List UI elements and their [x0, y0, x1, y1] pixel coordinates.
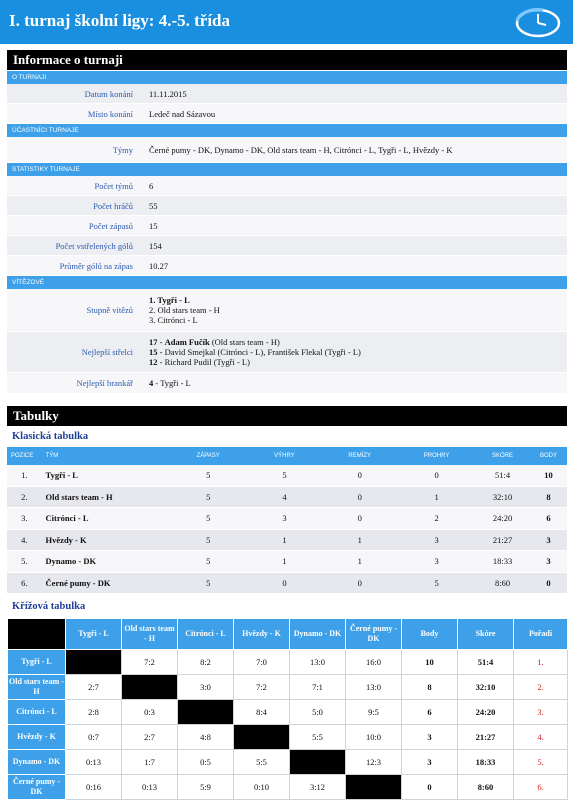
podium-item: 1. Tygři - L — [149, 295, 190, 305]
info-table — [7, 71, 567, 394]
table-row — [7, 465, 567, 486]
table-cell: 4 — [248, 486, 322, 508]
match-score-cell: 5:5 — [234, 750, 290, 775]
table-cell: 5 — [169, 486, 248, 508]
stat-value: 55 — [145, 196, 567, 216]
table-cell: 3 — [248, 508, 322, 530]
info-heading: Informace o turnaji — [7, 50, 567, 70]
team-cell: Hvězdy - K — [42, 529, 169, 551]
cross-row-header: Old stars team - H — [8, 675, 66, 700]
keeper-label: Nejlepší brankář — [7, 373, 145, 394]
table-cell: 1 — [321, 529, 398, 551]
team-cell: Old stars team - H — [42, 486, 169, 508]
col-header: PROHRY — [398, 447, 475, 465]
col-header: REMÍZY — [321, 447, 398, 465]
table-row — [7, 572, 567, 594]
self-match-cell — [66, 650, 122, 675]
match-score-cell: 5:0 — [290, 700, 346, 725]
order-cell: 1. — [514, 650, 568, 675]
cross-row-header: Citrónci - L — [8, 700, 66, 725]
table-cell: 1 — [321, 551, 398, 573]
table-cell: 0 — [248, 572, 322, 594]
stat-label: Počet týmů — [7, 176, 145, 196]
table-cell: 8:60 — [475, 572, 530, 594]
table-cell: 3 — [398, 529, 475, 551]
match-score-cell: 0:13 — [66, 750, 122, 775]
table-cell: 0 — [398, 465, 475, 486]
points-cell: 0 — [402, 775, 458, 800]
stat-value: 10.27 — [145, 256, 567, 276]
order-cell: 4. — [514, 725, 568, 750]
table-cell: 32:10 — [475, 486, 530, 508]
table-row — [7, 508, 567, 530]
teams-value: Černé pumy - DK, Dynamo - DK, Old stars team - H, Citrónci - L, Tygři - L, Hvězdy - K — [145, 137, 567, 163]
match-score-cell: 2:7 — [122, 725, 178, 750]
match-score-cell: 13:0 — [346, 675, 402, 700]
score-cell: 32:10 — [458, 675, 514, 700]
cross-col-header: Skóre — [458, 619, 514, 650]
self-match-cell — [346, 775, 402, 800]
table-cell: 18:33 — [475, 551, 530, 573]
table-cell: 10 — [530, 465, 567, 486]
table-cell: 4. — [7, 529, 42, 551]
podium-item: 2. Old stars team - H — [149, 305, 220, 315]
match-score-cell: 0:16 — [66, 775, 122, 800]
teams-label: Týmy — [7, 137, 145, 163]
col-header: VÝHRY — [248, 447, 322, 465]
table-cell: 24:20 — [475, 508, 530, 530]
col-header: TÝM — [42, 447, 169, 465]
date-value: 11.11.2015 — [145, 84, 567, 104]
match-score-cell: 7:0 — [234, 650, 290, 675]
cross-row-header: Černé pumy - DK — [8, 775, 66, 800]
category-row — [7, 71, 567, 84]
table-cell: 1 — [248, 551, 322, 573]
cross-col-header: Tygři - L — [66, 619, 122, 650]
info-row-scorers — [7, 332, 567, 373]
table-cell: 51:4 — [475, 465, 530, 486]
clock-icon — [513, 7, 563, 39]
table-row — [7, 529, 567, 551]
table-cell: 0 — [321, 572, 398, 594]
table-cell: 0 — [321, 486, 398, 508]
match-score-cell: 0:10 — [234, 775, 290, 800]
stat-label: Počet vstřelených gólů — [7, 236, 145, 256]
table-cell: 0 — [530, 572, 567, 594]
col-header: SKÓRE — [475, 447, 530, 465]
points-cell: 3 — [402, 750, 458, 775]
match-score-cell: 12:3 — [346, 750, 402, 775]
date-label: Datum konání — [7, 84, 145, 104]
stat-label: Průměr gólů na zápas — [7, 256, 145, 276]
match-score-cell: 8:2 — [178, 650, 234, 675]
cross-col-header: Body — [402, 619, 458, 650]
match-score-cell: 7:1 — [290, 675, 346, 700]
category-stats: STATISTIKY TURNAJE — [7, 163, 567, 177]
table-cell: 1. — [7, 465, 42, 486]
stat-value: 6 — [145, 176, 567, 196]
scorer-item: 12 - Richard Pudil (Tygři - L) — [149, 357, 250, 367]
page-header — [0, 0, 573, 44]
match-score-cell: 0:5 — [178, 750, 234, 775]
cross-col-header: Old stars team - H — [122, 619, 178, 650]
page-title: I. turnaj školní ligy: 4.-5. třída — [9, 11, 231, 30]
order-cell: 6. — [514, 775, 568, 800]
points-cell: 10 — [402, 650, 458, 675]
match-score-cell: 8:4 — [234, 700, 290, 725]
place-label: Místo konání — [7, 104, 145, 124]
table-cell: 21:27 — [475, 529, 530, 551]
cross-table — [7, 618, 568, 800]
cross-row — [8, 775, 568, 800]
table-cell: 5. — [7, 551, 42, 573]
col-header: BODY — [530, 447, 567, 465]
match-score-cell: 3:12 — [290, 775, 346, 800]
table-cell: 3 — [530, 551, 567, 573]
classic-table-title: Klasická tabulka — [12, 431, 89, 442]
podium-item: 3. Citrónci - L — [149, 315, 198, 325]
table-cell: 8 — [530, 486, 567, 508]
category-about: O TURNAJI — [7, 71, 567, 84]
table-cell: 5 — [169, 551, 248, 573]
score-cell: 18:33 — [458, 750, 514, 775]
scorers-label: Nejlepší střelci — [7, 332, 145, 373]
cross-row-header: Hvězdy - K — [8, 725, 66, 750]
table-cell: 5 — [398, 572, 475, 594]
cross-col-header: Citrónci - L — [178, 619, 234, 650]
stat-label: Počet zápasů — [7, 216, 145, 236]
table-cell: 5 — [169, 529, 248, 551]
table-cell: 0 — [321, 465, 398, 486]
match-score-cell: 0:3 — [122, 700, 178, 725]
self-match-cell — [122, 675, 178, 700]
match-score-cell: 7:2 — [122, 650, 178, 675]
classic-table — [7, 447, 567, 594]
match-score-cell: 1:7 — [122, 750, 178, 775]
table-cell: 6. — [7, 572, 42, 594]
cross-row — [8, 650, 568, 675]
order-cell: 5. — [514, 750, 568, 775]
match-score-cell: 16:0 — [346, 650, 402, 675]
team-cell: Tygři - L — [42, 465, 169, 486]
podium-label: Stupně vítězů — [7, 289, 145, 332]
podium-list — [145, 289, 567, 332]
stat-label: Počet hráčů — [7, 196, 145, 216]
stat-value: 154 — [145, 236, 567, 256]
table-cell: 2. — [7, 486, 42, 508]
cross-row-header: Dynamo - DK — [8, 750, 66, 775]
team-cell: Dynamo - DK — [42, 551, 169, 573]
col-header: ZÁPASY — [169, 447, 248, 465]
cross-col-header: Hvězdy - K — [234, 619, 290, 650]
scorers-list — [145, 332, 567, 373]
cross-row — [8, 675, 568, 700]
table-row — [7, 551, 567, 573]
table-cell: 6 — [530, 508, 567, 530]
place-value: Ledeč nad Sázavou — [145, 104, 567, 124]
team-cell: Citrónci - L — [42, 508, 169, 530]
self-match-cell — [290, 750, 346, 775]
match-score-cell: 0:13 — [122, 775, 178, 800]
table-cell: 3 — [398, 551, 475, 573]
match-score-cell: 4:8 — [178, 725, 234, 750]
info-row-date — [7, 84, 567, 104]
info-row-teams — [7, 137, 567, 163]
order-cell: 3. — [514, 700, 568, 725]
cross-col-header: Černé pumy - DK — [346, 619, 402, 650]
match-score-cell: 13:0 — [290, 650, 346, 675]
cross-row-header: Tygři - L — [8, 650, 66, 675]
table-cell: 5 — [169, 508, 248, 530]
team-cell: Černé pumy - DK — [42, 572, 169, 594]
match-score-cell: 9:5 — [346, 700, 402, 725]
self-match-cell — [178, 700, 234, 725]
info-row-keeper — [7, 373, 567, 394]
match-score-cell: 10:0 — [346, 725, 402, 750]
match-score-cell: 5:9 — [178, 775, 234, 800]
order-cell: 2. — [514, 675, 568, 700]
info-row-place — [7, 104, 567, 124]
table-row — [7, 486, 567, 508]
table-cell: 3 — [530, 529, 567, 551]
tables-heading: Tabulky — [7, 406, 567, 426]
match-score-cell: 7:2 — [234, 675, 290, 700]
match-score-cell: 3:0 — [178, 675, 234, 700]
match-score-cell: 5:5 — [290, 725, 346, 750]
table-cell: 5 — [169, 465, 248, 486]
score-cell: 21:27 — [458, 725, 514, 750]
match-score-cell: 2:7 — [66, 675, 122, 700]
info-row-podium — [7, 289, 567, 332]
stat-value: 15 — [145, 216, 567, 236]
score-cell: 8:60 — [458, 775, 514, 800]
keeper-value: 4 - Tygři - L — [145, 373, 567, 394]
table-cell: 1 — [398, 486, 475, 508]
category-teams: ÚČASTNÍCI TURNAJE — [7, 124, 567, 138]
score-cell: 51:4 — [458, 650, 514, 675]
scorer-item: 15 - David Smejkal (Citrónci - L), František Flekal (Tygři - L) — [149, 347, 361, 357]
table-cell: 1 — [248, 529, 322, 551]
col-header: POZICE — [7, 447, 42, 465]
cross-row — [8, 725, 568, 750]
match-score-cell: 0:7 — [66, 725, 122, 750]
table-cell: 2 — [398, 508, 475, 530]
points-cell: 3 — [402, 725, 458, 750]
cross-row — [8, 750, 568, 775]
table-cell: 0 — [321, 508, 398, 530]
points-cell: 8 — [402, 675, 458, 700]
scorer-item: 17 - Adam Fučík (Old stars team - H) — [149, 337, 280, 347]
cross-row — [8, 700, 568, 725]
self-match-cell — [234, 725, 290, 750]
match-score-cell: 2:8 — [66, 700, 122, 725]
points-cell: 6 — [402, 700, 458, 725]
cross-col-header: Dynamo - DK — [290, 619, 346, 650]
score-cell: 24:20 — [458, 700, 514, 725]
table-cell: 5 — [169, 572, 248, 594]
table-cell: 5 — [248, 465, 322, 486]
category-winners: VÍTĚZOVÉ — [7, 276, 567, 290]
cross-col-header: Pořadí — [514, 619, 568, 650]
corner-cell — [8, 619, 66, 650]
table-cell: 3. — [7, 508, 42, 530]
cross-table-title: Křížová tabulka — [12, 601, 86, 612]
